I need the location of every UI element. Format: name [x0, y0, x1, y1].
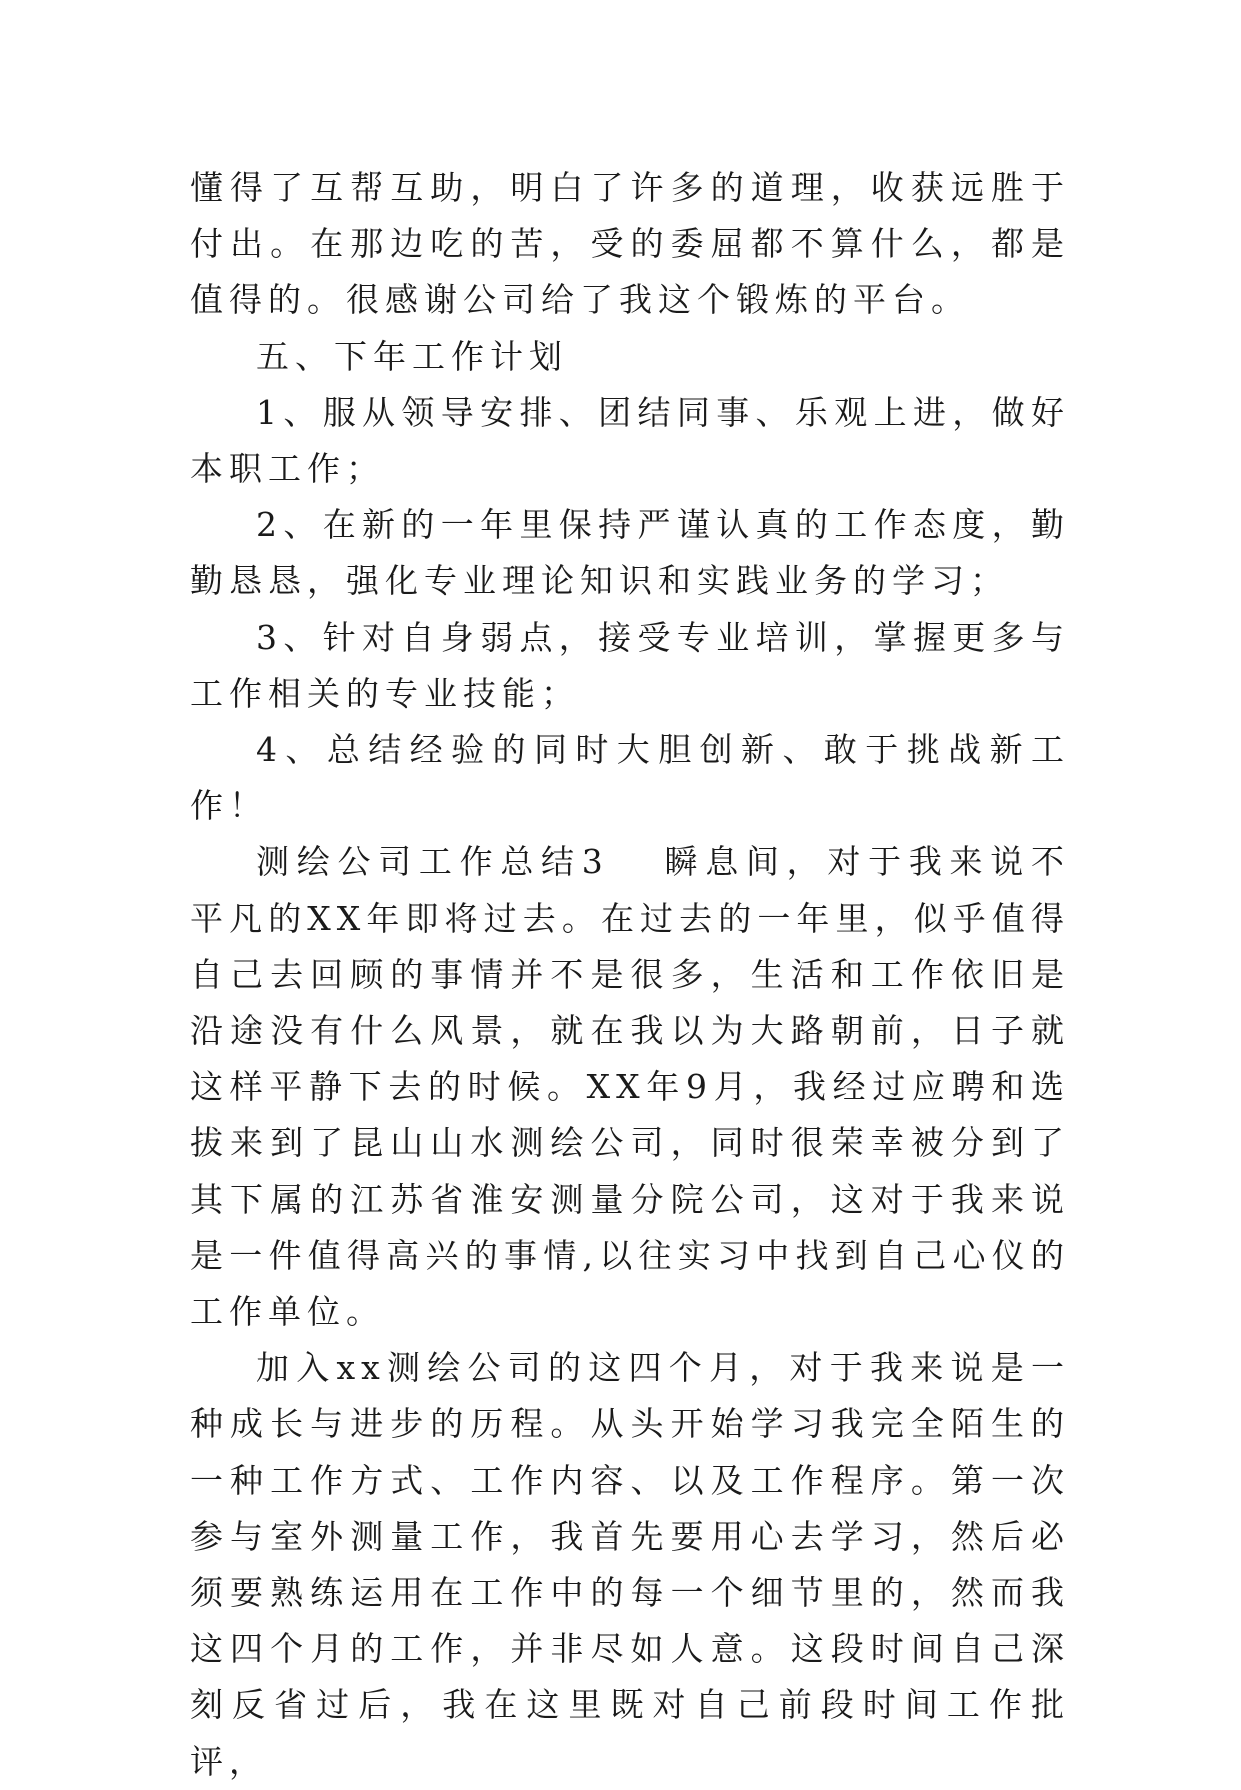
plan-item-2: 2、在新的一年里保持严谨认真的工作态度，勤勤恳恳，强化专业理论知识和实践业务的学习； [190, 505, 1070, 601]
section-heading-next-year-plan: 五、下年工作计划 [256, 336, 568, 376]
plan-item-3: 3、针对自身弱点，接受专业培训，掌握更多与工作相关的专业技能； [190, 617, 1070, 713]
plan-item-4: 4、总结经验的同时大胆创新、敢于挑战新工作！ [190, 730, 1070, 826]
summary-3-title: 测绘公司工作总结3 [256, 842, 609, 882]
summary-3-paragraph [190, 834, 1070, 1340]
paragraph-four-months: 加入xx测绘公司的这四个月，对于我来说是一种成长与进步的历程。从头开始学习我完全陌生的一种工作方式、工作内容、以及工作程序。第一次参与室外测量工作，我首先要用心去学习，然后必须要熟练运用在工作中的每一个细节里的，然而我这四个月的工作，并非尽如人意。这段时间自己深刻反省过后，我在这里既对自己前段时间工作批评， [190, 1348, 1070, 1781]
document-body [190, 160, 1070, 1790]
paragraph-continuation: 懂得了互帮互助，明白了许多的道理，收获远胜于付出。在那边吃的苦，受的委屈都不算什么，都是值得的。很感谢公司给了我这个锻炼的平台。 [190, 168, 1070, 320]
summary-3-body: 瞬息间，对于我来说不平凡的XX年即将过去。在过去的一年里，似乎值得自己去回顾的事情并不是很多，生活和工作依旧是沿途没有什么风景，就在我以为大路朝前，日子就这样平静下去的时候。XX年9月，我经过应聘和选拔来到了昆山山水测绘公司，同时很荣幸被分到了其下属的江苏省淮安测量分院公司，这对于我来说是一件值得高兴的事情,以往实习中找到自己心仪的工作单位。 [190, 842, 1071, 1332]
plan-item-1: 1、服从领导安排、团结同事、乐观上进，做好本职工作； [190, 392, 1070, 489]
